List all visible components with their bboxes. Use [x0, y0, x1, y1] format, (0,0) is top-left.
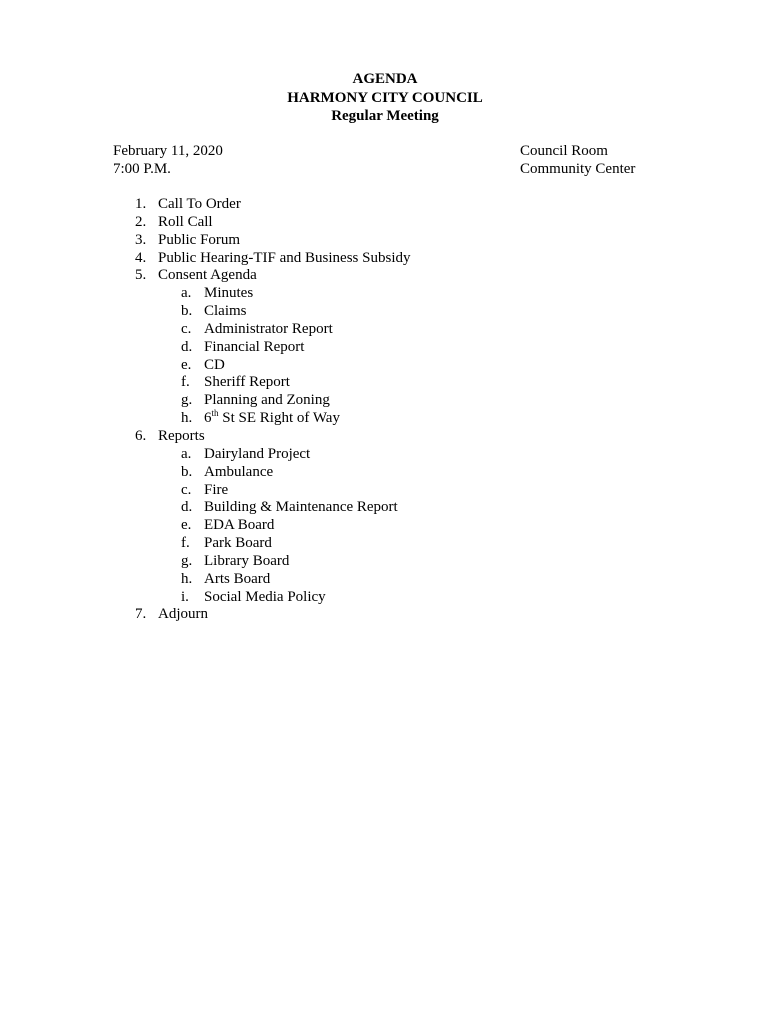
subitem-label: Dairyland Project	[204, 445, 311, 462]
subitem-label: Library Board	[204, 552, 290, 569]
subitem-letter: h.	[181, 570, 193, 587]
heading-council: HARMONY CITY COUNCIL	[287, 89, 483, 106]
subitem-letter: g.	[181, 392, 193, 409]
agenda-item-label: Public Forum	[158, 231, 241, 248]
subitem-label: CD	[204, 356, 225, 373]
subitem-label: Building & Maintenance Report	[204, 499, 398, 516]
heading-meeting-type: Regular Meeting	[331, 108, 439, 124]
subitem-label: Arts Board	[204, 570, 271, 587]
subitem-label: Administrator Report	[204, 320, 333, 337]
heading-title: AGENDA	[352, 71, 418, 87]
subitem-letter: c.	[181, 481, 192, 498]
subitem-letter: e.	[181, 517, 192, 534]
subitem-letter: b.	[181, 463, 193, 480]
ordinal-number: 6	[204, 410, 212, 427]
subitem-letter: h.	[181, 410, 193, 427]
meeting-date: February 11, 2020	[113, 143, 223, 159]
agenda-item-label: Roll Call	[158, 213, 213, 230]
agenda-item-label: Call To Order	[158, 196, 241, 212]
subitem-label: Financial Report	[204, 338, 305, 355]
subitem-letter: f.	[181, 535, 190, 552]
subitem-label	[204, 410, 340, 428]
agenda-item-number: 7.	[135, 606, 147, 623]
subitem-label: Sheriff Report	[204, 374, 290, 391]
agenda-item-number: 4.	[135, 249, 147, 266]
agenda-item-number: 5.	[135, 267, 147, 284]
agenda-item-number: 3.	[135, 231, 147, 248]
subitem-label: Social Media Policy	[204, 588, 326, 605]
meeting-datetime	[113, 142, 223, 178]
subitem-letter: d.	[181, 499, 193, 516]
agenda-item-label: Adjourn	[158, 606, 208, 623]
subitem-label: EDA Board	[204, 517, 275, 534]
agenda-item-number: 6.	[135, 427, 147, 444]
subitem-label: Park Board	[204, 535, 272, 552]
meeting-location	[520, 142, 635, 178]
subitem-letter: a.	[181, 285, 192, 302]
subitem-letter: g.	[181, 552, 193, 569]
meeting-time: 7:00 P.M.	[113, 161, 171, 177]
agenda-item-label: Consent Agenda	[158, 267, 257, 284]
subitem-label: Ambulance	[204, 463, 274, 480]
subitem-letter: d.	[181, 338, 193, 355]
agenda-heading	[0, 70, 770, 126]
meeting-room: Council Room	[520, 143, 608, 159]
subitem-label: Planning and Zoning	[204, 392, 330, 409]
subitem-label: Claims	[204, 303, 247, 320]
meeting-place: Community Center	[520, 161, 636, 177]
subitem-label-rest: St SE Right of Way	[218, 410, 340, 427]
subitem-letter: a.	[181, 445, 192, 462]
subitem-letter: b.	[181, 303, 193, 320]
subitem-letter: e.	[181, 356, 192, 373]
subitem-letter: c.	[181, 320, 192, 337]
agenda-item-label: Reports	[158, 427, 205, 444]
subitem-letter: i.	[181, 588, 189, 605]
subitem-letter: f.	[181, 374, 190, 391]
ordinal-suffix: th	[211, 408, 219, 419]
agenda-item-label: Public Hearing-TIF and Business Subsidy	[158, 249, 411, 266]
agenda-item-number: 1.	[135, 196, 147, 212]
agenda-item-number: 2.	[135, 213, 147, 230]
subitem-label: Minutes	[204, 285, 254, 302]
subitem-label: Fire	[204, 481, 229, 498]
